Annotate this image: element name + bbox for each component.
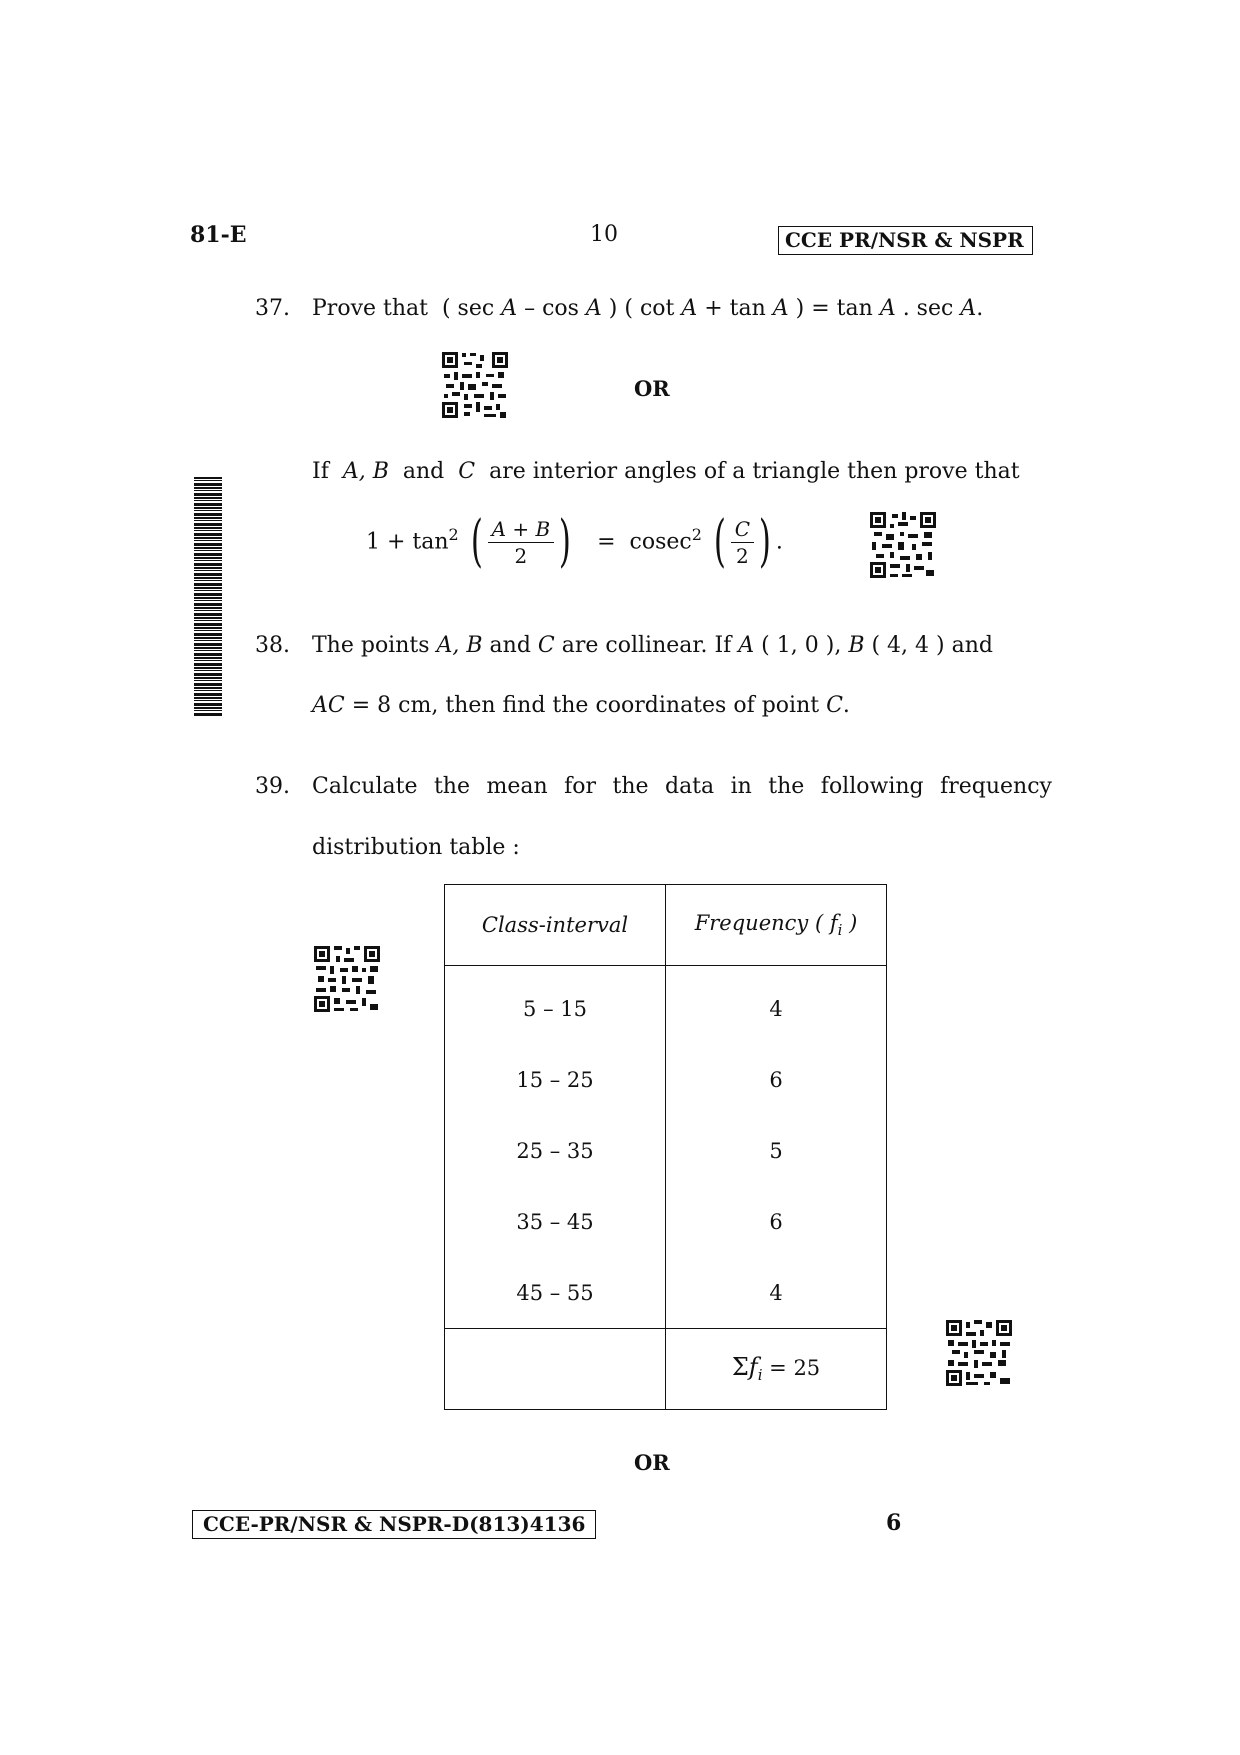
- period: .: [775, 529, 783, 555]
- barcode: [194, 477, 222, 717]
- q39-number: 39.: [255, 774, 290, 799]
- word: frequency: [940, 774, 1052, 799]
- text: If: [312, 459, 329, 484]
- var-a: A: [585, 296, 602, 321]
- cell-interval: 35 – 45: [445, 1186, 666, 1257]
- q37-prefix: Prove that: [312, 296, 428, 321]
- table-total-row: [445, 1329, 887, 1410]
- cell-interval: 5 – 15: [445, 966, 666, 1045]
- header-text: f: [829, 910, 838, 935]
- var-a: A: [960, 296, 977, 321]
- text: ( 4, 4 ) and: [864, 633, 993, 658]
- table-row: [445, 1115, 887, 1186]
- text: The points: [312, 633, 437, 658]
- var-c: C: [826, 693, 843, 718]
- q37-expr: ( sec: [441, 296, 502, 321]
- fraction-a-plus-b: [488, 516, 555, 569]
- q37-expr: . sec: [895, 296, 961, 321]
- qr-code-icon: [944, 1318, 1014, 1388]
- vars: A, B: [436, 633, 483, 658]
- lhs: 1 + tan: [366, 529, 449, 555]
- cell-frequency: 6: [666, 1044, 887, 1115]
- q37-expr: .: [976, 296, 984, 321]
- var-a: A: [772, 296, 789, 321]
- word: the: [612, 774, 649, 799]
- cell-frequency: 4: [666, 966, 887, 1045]
- q38-line1: [312, 632, 993, 660]
- column-header-class-interval: [445, 885, 666, 966]
- var-c: C: [537, 633, 555, 658]
- var-a: A: [738, 633, 755, 658]
- vars: A, B: [342, 459, 389, 484]
- var-b: B: [848, 633, 865, 658]
- q37-alt-equation: [366, 505, 783, 575]
- header-text: ): [842, 910, 858, 935]
- cell-total: [666, 1329, 887, 1410]
- q37-number: 37.: [255, 296, 290, 321]
- page-number: 10: [590, 222, 618, 247]
- q37-alt-statement: [312, 458, 1020, 486]
- q38-number: 38.: [255, 633, 290, 658]
- sigma: Σ: [731, 1353, 749, 1382]
- denominator: 2: [514, 543, 528, 568]
- footer-code-box: CCE-PR/NSR & NSPR-D(813)4136: [192, 1510, 596, 1539]
- table-header-row: [445, 885, 887, 966]
- numerator: C: [731, 516, 754, 543]
- q37-statement: [312, 295, 983, 323]
- q37-expr: – cos: [517, 296, 586, 321]
- or-separator: OR: [634, 1450, 670, 1475]
- text: and: [482, 633, 538, 658]
- text: are collinear. If: [554, 633, 739, 658]
- rhs: cosec: [629, 529, 692, 555]
- word: the: [433, 774, 470, 799]
- word: Calculate: [312, 774, 418, 799]
- exponent: 2: [691, 525, 702, 544]
- word: for: [564, 774, 597, 799]
- table-row: [445, 1186, 887, 1257]
- qr-code-icon: [440, 350, 510, 420]
- var-c: C: [458, 459, 476, 484]
- paren: ): [758, 509, 772, 575]
- or-separator: OR: [634, 376, 670, 401]
- q37-expr: + tan: [697, 296, 773, 321]
- cell-interval: 15 – 25: [445, 1044, 666, 1115]
- table-row: [445, 966, 887, 1045]
- cell-interval: 25 – 35: [445, 1115, 666, 1186]
- text: ( 1, 0 ),: [754, 633, 849, 658]
- text: = 8 cm, then find the coordinates of point: [344, 693, 827, 718]
- equals: =: [597, 529, 616, 555]
- word: mean: [486, 774, 548, 799]
- table-row: [445, 1044, 887, 1115]
- fraction-c: [731, 516, 754, 569]
- word: data: [664, 774, 715, 799]
- column-header-frequency: [666, 885, 887, 966]
- word: following: [820, 774, 924, 799]
- cell-frequency: 4: [666, 1257, 887, 1329]
- paper-code: 81-E: [190, 222, 247, 248]
- subscript: i: [757, 1366, 763, 1385]
- table-row: [445, 1257, 887, 1329]
- denominator: 2: [736, 543, 749, 568]
- paren: (: [713, 509, 726, 575]
- qr-code-icon: [868, 510, 938, 580]
- frequency-table: [444, 884, 887, 1410]
- var-a: A: [879, 296, 896, 321]
- subscript: i: [837, 921, 843, 940]
- series-box: CCE PR/NSR & NSPR: [778, 226, 1033, 255]
- paren: ): [559, 509, 572, 575]
- total-value: = 25: [762, 1356, 821, 1381]
- header-text: Class-interval: [481, 913, 629, 937]
- var-a: A: [681, 296, 698, 321]
- cell-empty: [445, 1329, 666, 1410]
- q39-line2: distribution table :: [312, 835, 520, 860]
- word: the: [768, 774, 805, 799]
- qr-code-icon: [312, 944, 382, 1014]
- word: in: [730, 774, 752, 799]
- header-text: Frequency (: [694, 910, 830, 935]
- cell-frequency: 5: [666, 1115, 887, 1186]
- q37-expr: ) ( cot: [601, 296, 682, 321]
- text: are interior angles of a triangle then prove that: [489, 459, 1020, 484]
- numerator: A + B: [488, 516, 555, 543]
- text: .: [842, 693, 850, 718]
- paren: (: [470, 509, 483, 575]
- var-a: A: [501, 296, 518, 321]
- exponent: 2: [448, 525, 459, 544]
- q37-expr: ) = tan: [788, 296, 880, 321]
- text: and: [402, 459, 445, 484]
- var-ac: AC: [312, 693, 345, 718]
- var-f: f: [748, 1353, 758, 1382]
- cell-frequency: 6: [666, 1186, 887, 1257]
- q38-line2: [312, 692, 850, 720]
- footer-page-number: 6: [886, 1510, 902, 1536]
- q39-line1: [312, 773, 1052, 801]
- cell-interval: 45 – 55: [445, 1257, 666, 1329]
